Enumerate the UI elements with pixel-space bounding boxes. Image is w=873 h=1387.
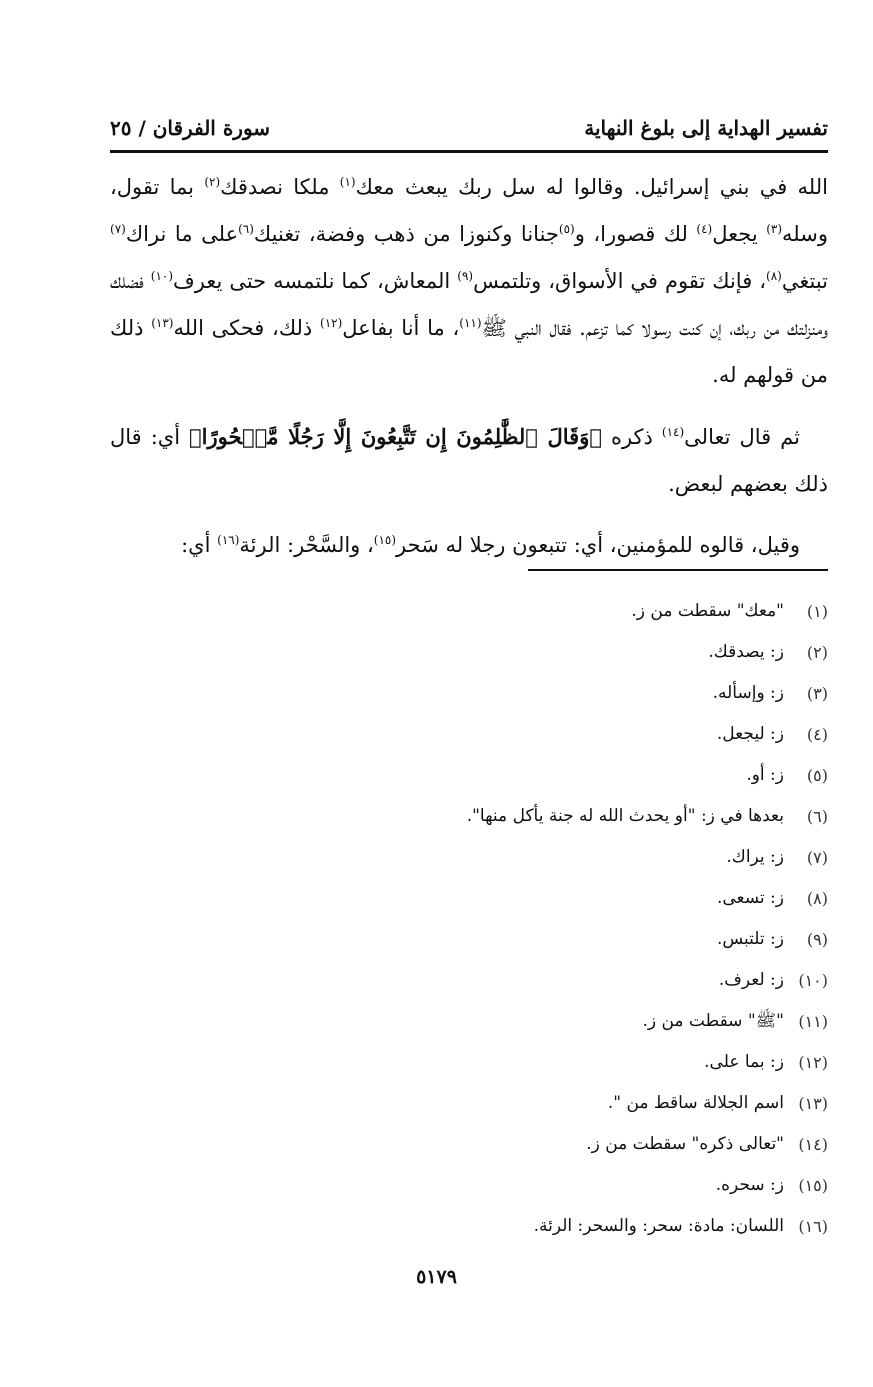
main-text (110, 164, 828, 583)
footnote-text: ز: أو. (746, 765, 784, 785)
text-segment: ، فإنك تقوم في الأسواق، وتلتمس (473, 269, 767, 293)
footnote-11 (110, 1001, 828, 1042)
running-header (110, 108, 828, 148)
text-segment: بما تقول، وسله (110, 175, 828, 246)
footnote-text: ز: تلتبس. (716, 929, 784, 949)
footnote-number: (٢) (806, 643, 828, 662)
footnote-ref-2: (٢) (204, 175, 221, 189)
text-segment: المعاش، كما نلتمسه حتى يعرف (173, 269, 458, 293)
text-segment: ذلك من قولهم له. (110, 316, 828, 387)
text-segment: ملكا نصدقك (220, 175, 340, 199)
paragraph-2 (110, 413, 828, 508)
footnote-ref-9: (٩) (457, 269, 474, 283)
footnote-ref-10: (١٠) (150, 269, 174, 283)
footnote-4 (110, 714, 828, 755)
text-segment: أي: قال ذلك بعضهم لبعض. (110, 425, 828, 496)
footnote-15 (110, 1165, 828, 1206)
footnote-13 (110, 1083, 828, 1124)
footnote-text: بعدها في ز: "أو يحدث الله له جنة يأكل منها". (466, 806, 784, 826)
footnote-text: اللسان: مادة: سحر: والسحر: الرئة. (533, 1216, 784, 1236)
footnote-text: ز: سحره. (715, 1175, 784, 1195)
footnote-ref-3: (٣) (766, 222, 783, 236)
footnote-number: (١٦) (798, 1217, 828, 1236)
paragraph-3 (110, 522, 828, 569)
text-segment: لك قصورا، و (574, 222, 697, 246)
footnote-7 (110, 837, 828, 878)
footnote-text: ز: بما على. (704, 1052, 784, 1072)
footnote-text: "ﷺ" سقطت من ز. (642, 1011, 784, 1031)
text-segment: ، والسَّحْر: الرئة (239, 533, 374, 557)
footnote-number: (٧) (806, 848, 828, 867)
footnote-10 (110, 960, 828, 1001)
footnote-ref-1: (١) (339, 175, 356, 189)
footnote-ref-7: (٧) (110, 222, 126, 236)
footnote-16 (110, 1206, 828, 1247)
text-segment: تبتغي (781, 269, 828, 293)
footnote-number: (١) (806, 602, 828, 621)
footnote-ref-12: (١٢) (320, 316, 343, 330)
footnote-ref-6: (٦) (238, 222, 254, 236)
surah-label: سورة الفرقان / ٢٥ (110, 116, 271, 140)
footnote-8 (110, 878, 828, 919)
footnote-number: (١٥) (798, 1176, 828, 1195)
footnote-text: "معك" سقطت من ز. (631, 601, 784, 621)
footnote-number: (١٣) (798, 1094, 828, 1113)
footnote-ref-16: (١٦) (217, 533, 240, 547)
footnote-9 (110, 919, 828, 960)
footnote-number: (١٠) (798, 971, 828, 990)
footnote-number: (٦) (806, 807, 828, 826)
footnote-number: (١١) (798, 1012, 828, 1031)
footnote-ref-11: (١١) (459, 316, 482, 330)
footnote-number: (٣) (806, 684, 828, 703)
footnote-ref-13: (١٣) (151, 316, 174, 330)
page-number: ٥١٧٩ (416, 1266, 457, 1288)
footnote-number: (١٢) (798, 1053, 828, 1072)
header-rule (110, 150, 828, 153)
footnote-text: ز: يراك. (726, 847, 784, 867)
footnote-ref-4: (٤) (696, 222, 713, 236)
footnote-text: ز: ليجعل. (716, 724, 784, 744)
text-segment: ذلك، فحكى الله (173, 316, 320, 340)
footnote-rule (528, 569, 828, 571)
footnote-text: ز: يصدقك. (708, 642, 784, 662)
text-segment: جنانا وكنوزا من ذهب وفضة، تغنيك (253, 222, 559, 246)
footnote-3 (110, 673, 828, 714)
quran-verse: ﴿وَقَالَ ٱلظَّٰلِمُونَ إِن تَتَّبِعُونَ إِلَّا رَجُلًا مَّسۡحُورًا﴾ (189, 424, 602, 449)
footnote-2 (110, 632, 828, 673)
footnote-number: (٨) (806, 889, 828, 908)
footnote-number: (٥) (806, 766, 828, 785)
footnotes (110, 591, 828, 1247)
footnote-number: (١٤) (798, 1135, 828, 1154)
text-segment: ، ما أنا بفاعل (342, 316, 460, 340)
text-segment: يجعل (712, 222, 767, 246)
book-title: تفسير الهداية إلى بلوغ النهاية (584, 116, 828, 140)
paragraph-1 (110, 164, 828, 399)
text-segment: أي: (181, 533, 218, 557)
footnote-14 (110, 1124, 828, 1165)
text-segment: على ما نراك (125, 222, 239, 246)
text-segment: ثم قال تعالى (684, 425, 800, 449)
footnote-number: (٩) (806, 930, 828, 949)
footnote-ref-14: (١٤) (661, 425, 685, 439)
footnote-ref-8: (٨) (766, 269, 782, 283)
text-segment: فضلك ومنزلتك من ربك، إن كنت رسولا كما تزعم. فقال النبي ﷺ (110, 269, 829, 340)
footnote-text: "تعالى ذكره" سقطت من ز. (586, 1134, 784, 1154)
footnote-text: ز: لعرف. (718, 970, 784, 990)
footnote-5 (110, 755, 828, 796)
footnote-number: (٤) (806, 725, 828, 744)
footnote-ref-15: (١٥) (373, 533, 397, 547)
text-segment: وقيل، قالوه للمؤمنين، أي: تتبعون رجلا له سَحر (396, 533, 800, 557)
footnote-12 (110, 1042, 828, 1083)
footnote-6 (110, 796, 828, 837)
text-segment: الله في بني إسرائيل. وقالوا له سل ربك يبعث معك (355, 175, 828, 199)
footnote-ref-5: (٥) (558, 222, 575, 236)
footnote-text: اسم الجلالة ساقط من ". (607, 1093, 784, 1113)
footnote-1 (110, 591, 828, 632)
footnote-text: ز: وإسأله. (712, 683, 784, 703)
text-segment: ذكره (601, 425, 662, 449)
footnote-text: ز: تسعى. (716, 888, 784, 908)
